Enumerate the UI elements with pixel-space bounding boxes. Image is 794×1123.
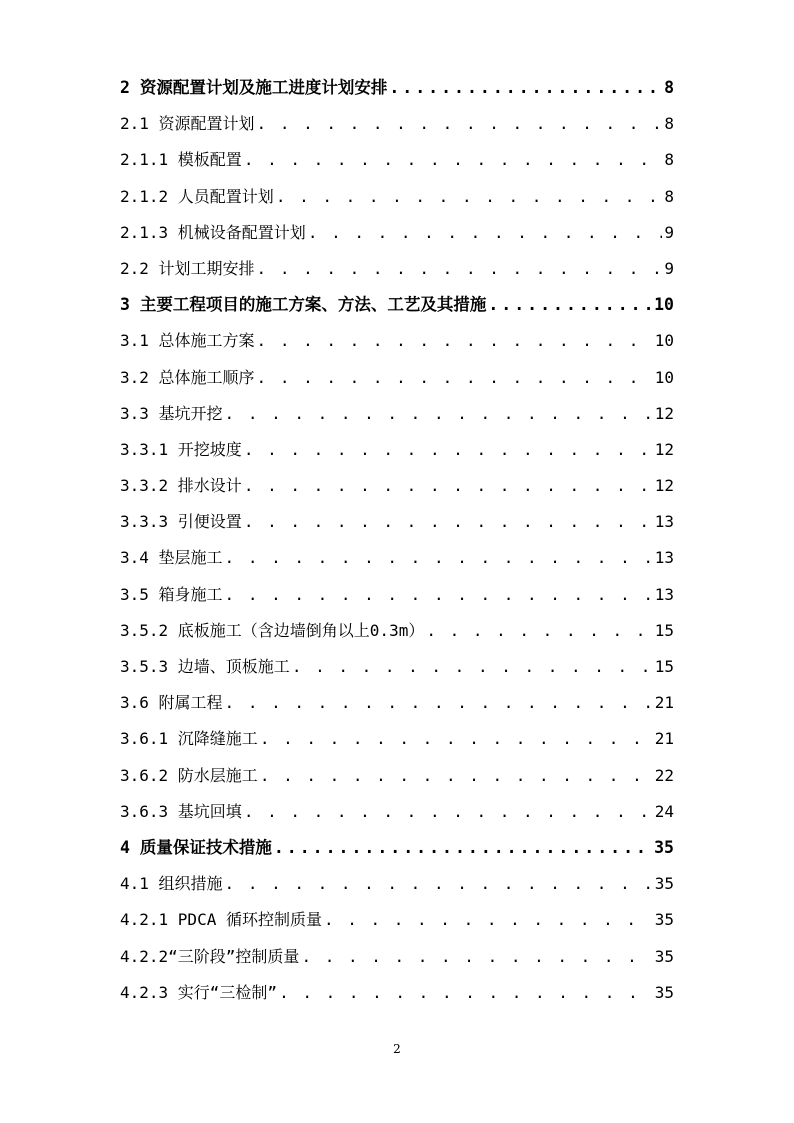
toc-entry-title: 3.4 垫层施工 xyxy=(120,548,223,568)
toc-entry-title: 3.3 基坑开挖 xyxy=(120,403,223,423)
toc-entry-page: 22 xyxy=(654,765,674,785)
toc-entry-page: 35 xyxy=(654,910,674,930)
toc-entry-page: 12 xyxy=(654,439,674,459)
toc-entry[interactable] xyxy=(120,758,674,794)
toc-dot-leader xyxy=(308,215,663,251)
toc-entry-title: 3.6.2 防水层施工 xyxy=(120,765,258,785)
toc-dot-leader xyxy=(257,251,663,287)
toc-entry-page: 8 xyxy=(664,186,674,206)
toc-entry-title: 4.1 组织措施 xyxy=(120,874,223,894)
toc-entry-page: 8 xyxy=(664,78,674,97)
toc-entry[interactable] xyxy=(120,287,674,323)
toc-entry-title: 2.2 计划工期安排 xyxy=(120,258,255,278)
toc-entry[interactable] xyxy=(120,613,674,649)
toc-dot-leader xyxy=(389,70,662,106)
toc-entry[interactable] xyxy=(120,215,674,251)
toc-entry-page: 21 xyxy=(654,693,674,713)
toc-dot-leader xyxy=(257,360,653,396)
toc-entry[interactable] xyxy=(120,540,674,576)
toc-entry-title: 4.2.2“三阶段”控制质量 xyxy=(120,946,300,966)
toc-dot-leader xyxy=(426,613,652,649)
toc-entry-title: 3.6.3 基坑回填 xyxy=(120,801,242,821)
toc-entry-title: 3.3.2 排水设计 xyxy=(120,476,242,496)
toc-dot-leader xyxy=(301,939,652,975)
toc-dot-leader xyxy=(260,721,653,757)
toc-entry[interactable] xyxy=(120,794,674,830)
toc-entry-title: 4 质量保证技术措施 xyxy=(120,837,272,857)
toc-dot-leader xyxy=(244,432,653,468)
toc-dot-leader xyxy=(225,866,653,902)
toc-entry[interactable] xyxy=(120,396,674,432)
toc-entry-page: 9 xyxy=(664,258,674,278)
toc-entry-title: 3.5.2 底板施工（含边墙倒角以上0.3m） xyxy=(120,620,425,640)
toc-entry[interactable] xyxy=(120,179,674,215)
toc-entry[interactable] xyxy=(120,939,674,975)
toc-entry-page: 10 xyxy=(654,331,674,351)
toc-entry-page: 35 xyxy=(654,874,674,894)
toc-entry[interactable] xyxy=(120,360,674,396)
toc-entry-page: 10 xyxy=(654,295,674,315)
toc-entry[interactable] xyxy=(120,721,674,757)
toc-entry-title: 3.6.1 沉降缝施工 xyxy=(120,729,258,749)
toc-dot-leader xyxy=(257,323,653,359)
toc-entry-page: 13 xyxy=(654,512,674,532)
toc-dot-leader xyxy=(274,830,652,866)
toc-dot-leader xyxy=(279,975,653,1011)
toc-entry[interactable] xyxy=(120,142,674,178)
toc-dot-leader xyxy=(225,540,653,576)
toc-entry-page: 12 xyxy=(654,476,674,496)
toc-entry-title: 3.5 箱身施工 xyxy=(120,584,223,604)
toc-entry[interactable] xyxy=(120,830,674,866)
toc-entry-page: 15 xyxy=(654,620,674,640)
toc-dot-leader xyxy=(244,794,653,830)
toc-entry-title: 2.1.1 模板配置 xyxy=(120,150,242,170)
toc-entry-title: 3 主要工程项目的施工方案、方法、工艺及其措施 xyxy=(120,295,487,315)
toc-entry-page: 8 xyxy=(664,150,674,170)
toc-entry[interactable] xyxy=(120,323,674,359)
toc-entry-page: 35 xyxy=(654,946,674,966)
toc-dot-leader xyxy=(324,902,653,938)
toc-dot-leader xyxy=(257,106,663,142)
toc-entry[interactable] xyxy=(120,468,674,504)
toc-entry-page: 21 xyxy=(654,729,674,749)
toc-dot-leader xyxy=(225,577,653,613)
toc-entry[interactable] xyxy=(120,504,674,540)
toc-dot-leader xyxy=(225,396,653,432)
toc-dot-leader xyxy=(244,504,653,540)
toc-entry[interactable] xyxy=(120,106,674,142)
toc-entry-title: 2.1.2 人员配置计划 xyxy=(120,186,274,206)
toc-entry-page: 8 xyxy=(664,114,674,134)
toc-dot-leader xyxy=(292,649,653,685)
toc-entry[interactable] xyxy=(120,649,674,685)
toc-dot-leader xyxy=(244,468,653,504)
table-of-contents xyxy=(120,70,674,1011)
toc-entry-title: 4.2.3 实行“三检制” xyxy=(120,982,278,1002)
toc-entry-page: 13 xyxy=(654,584,674,604)
toc-entry-page: 13 xyxy=(654,548,674,568)
toc-entry[interactable] xyxy=(120,975,674,1011)
toc-entry-title: 4.2.1 PDCA 循环控制质量 xyxy=(120,910,322,930)
toc-entry-page: 10 xyxy=(654,367,674,387)
toc-entry-title: 2.1 资源配置计划 xyxy=(120,114,255,134)
toc-entry[interactable] xyxy=(120,251,674,287)
toc-entry-title: 3.2 总体施工顺序 xyxy=(120,367,255,387)
toc-dot-leader xyxy=(260,758,653,794)
toc-entry-title: 3.1 总体施工方案 xyxy=(120,331,255,351)
toc-dot-leader xyxy=(225,685,653,721)
toc-entry-title: 2 资源配置计划及施工进度计划安排 xyxy=(120,78,388,97)
toc-entry-title: 3.3.3 引便设置 xyxy=(120,512,242,532)
toc-entry-page: 12 xyxy=(654,403,674,423)
page-number: 2 xyxy=(393,1042,401,1056)
toc-entry-page: 35 xyxy=(654,837,674,857)
toc-entry-title: 3.5.3 边墙、顶板施工 xyxy=(120,657,290,676)
toc-entry[interactable] xyxy=(120,685,674,721)
toc-entry-title: 2.1.3 机械设备配置计划 xyxy=(120,222,306,242)
toc-entry-title: 3.6 附属工程 xyxy=(120,693,223,713)
toc-entry[interactable] xyxy=(120,70,674,106)
toc-entry[interactable] xyxy=(120,866,674,902)
toc-entry-title: 3.3.1 开挖坡度 xyxy=(120,439,242,459)
toc-entry[interactable] xyxy=(120,577,674,613)
toc-entry-page: 9 xyxy=(664,222,674,242)
toc-dot-leader xyxy=(276,179,663,215)
toc-dot-leader xyxy=(244,142,663,178)
toc-entry-page: 24 xyxy=(654,801,674,821)
toc-entry-page: 35 xyxy=(654,982,674,1002)
toc-dot-leader xyxy=(488,287,652,323)
toc-entry[interactable] xyxy=(120,902,674,938)
toc-entry[interactable] xyxy=(120,432,674,468)
toc-entry-page: 15 xyxy=(654,657,674,676)
